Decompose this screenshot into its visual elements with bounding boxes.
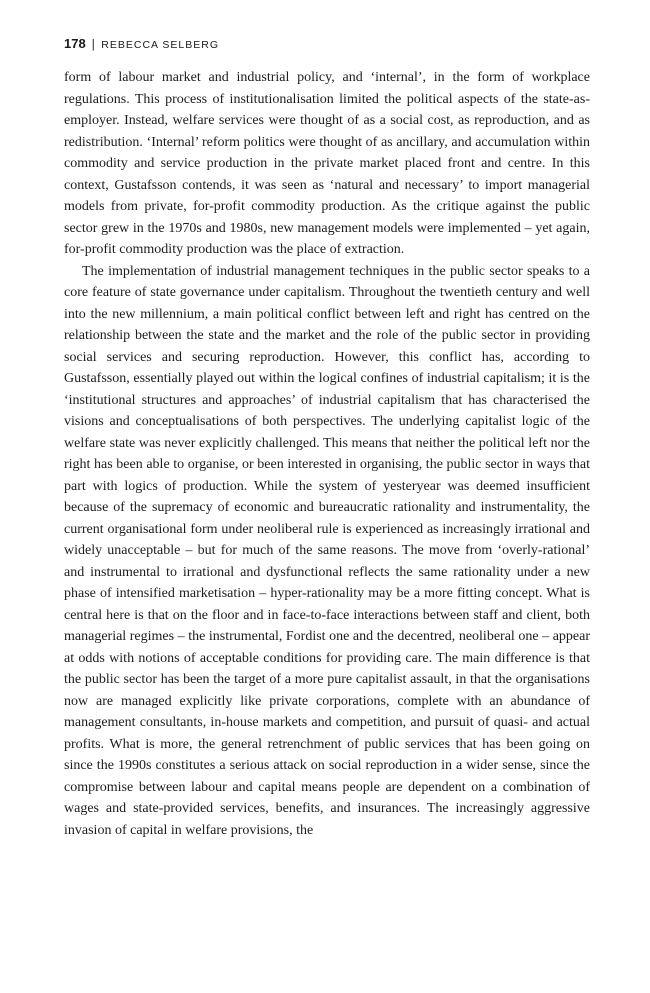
page-content	[64, 34, 590, 841]
page-number: 178	[64, 36, 86, 51]
running-head-author: REBECCA SELBERG	[101, 39, 219, 51]
header-separator: |	[91, 39, 96, 51]
body-text	[64, 67, 590, 841]
running-head	[64, 34, 590, 54]
paragraph: The implementation of industrial management techniques in the public sector speaks to a core feature of state governance under capitalism. Throughout the twentieth century and well into the new millennium, a main political conflict between left and right has centred on the relationship between the state and the market and the role of the public sector in providing social services and securing reproduction. However, this conflict has, according to Gustafsson, essentially played out within the logical confines of industrial capitalism; it is the ‘institutional structures and approaches’ of industrial capitalism that has characterised the visions and conceptualisations of both perspectives. The underlying capitalist logic of the welfare state was never explicitly challenged. This means that neither the political left nor the right has been able to organise, or been interested in organising, the public sector in ways that part with logics of production. While the system of yesteryear was deemed insufficient because of the supremacy of economic and bureaucratic rationality and instrumentality, the current organisational form under neoliberal rule is experienced as increasingly irrational and widely unacceptable – but for much of the same reasons. The move from ‘overly-rational’ and instrumental to irrational and dysfunctional reflects the same rationality under a new phase of intensified marketisation – hyper-rationality may be a more fitting concept. What is central here is that on the floor and in face-to-face interactions between staff and client, both managerial regimes – the instrumental, Fordist one and the decentred, neoliberal one – appear at odds with notions of acceptable conditions for providing care. The main difference is that the public sector has been the target of a more pure capitalist assault, in that the organisations now are managed explicitly like private corporations, complete with an abundance of management consultants, in-house markets and competition, and pursuit of quasi- and actual profits. What is more, the general retrenchment of public services that has been going on since the 1990s constitutes a serious attack on social reproduction in a wider sense, since the compromise between labour and capital means people are dependent on a combination of wages and state-provided services, benefits, and insurances. The increasingly aggressive invasion of capital in welfare provisions, the	[64, 263, 590, 838]
paragraph-continued: form of labour market and industrial policy, and ‘internal’, in the form of workplace regulations. This process of institutionalisation limited the political aspects of the state-as-employer. Instead, welfare services were thought of as a social cost, as reproduction, and as redistribution. ‘Internal’ reform politics were thought of as ancillary, and accumulation within commodity and service production in the private market placed front and centre. In this context, Gustafsson contends, it was seen as ‘natural and necessary’ to import managerial models from private, for-profit commodity production. As the critique against the public sector grew in the 1970s and 1980s, new management models were implemented – yet again, for-profit commodity production was the place of extraction.	[64, 70, 590, 257]
